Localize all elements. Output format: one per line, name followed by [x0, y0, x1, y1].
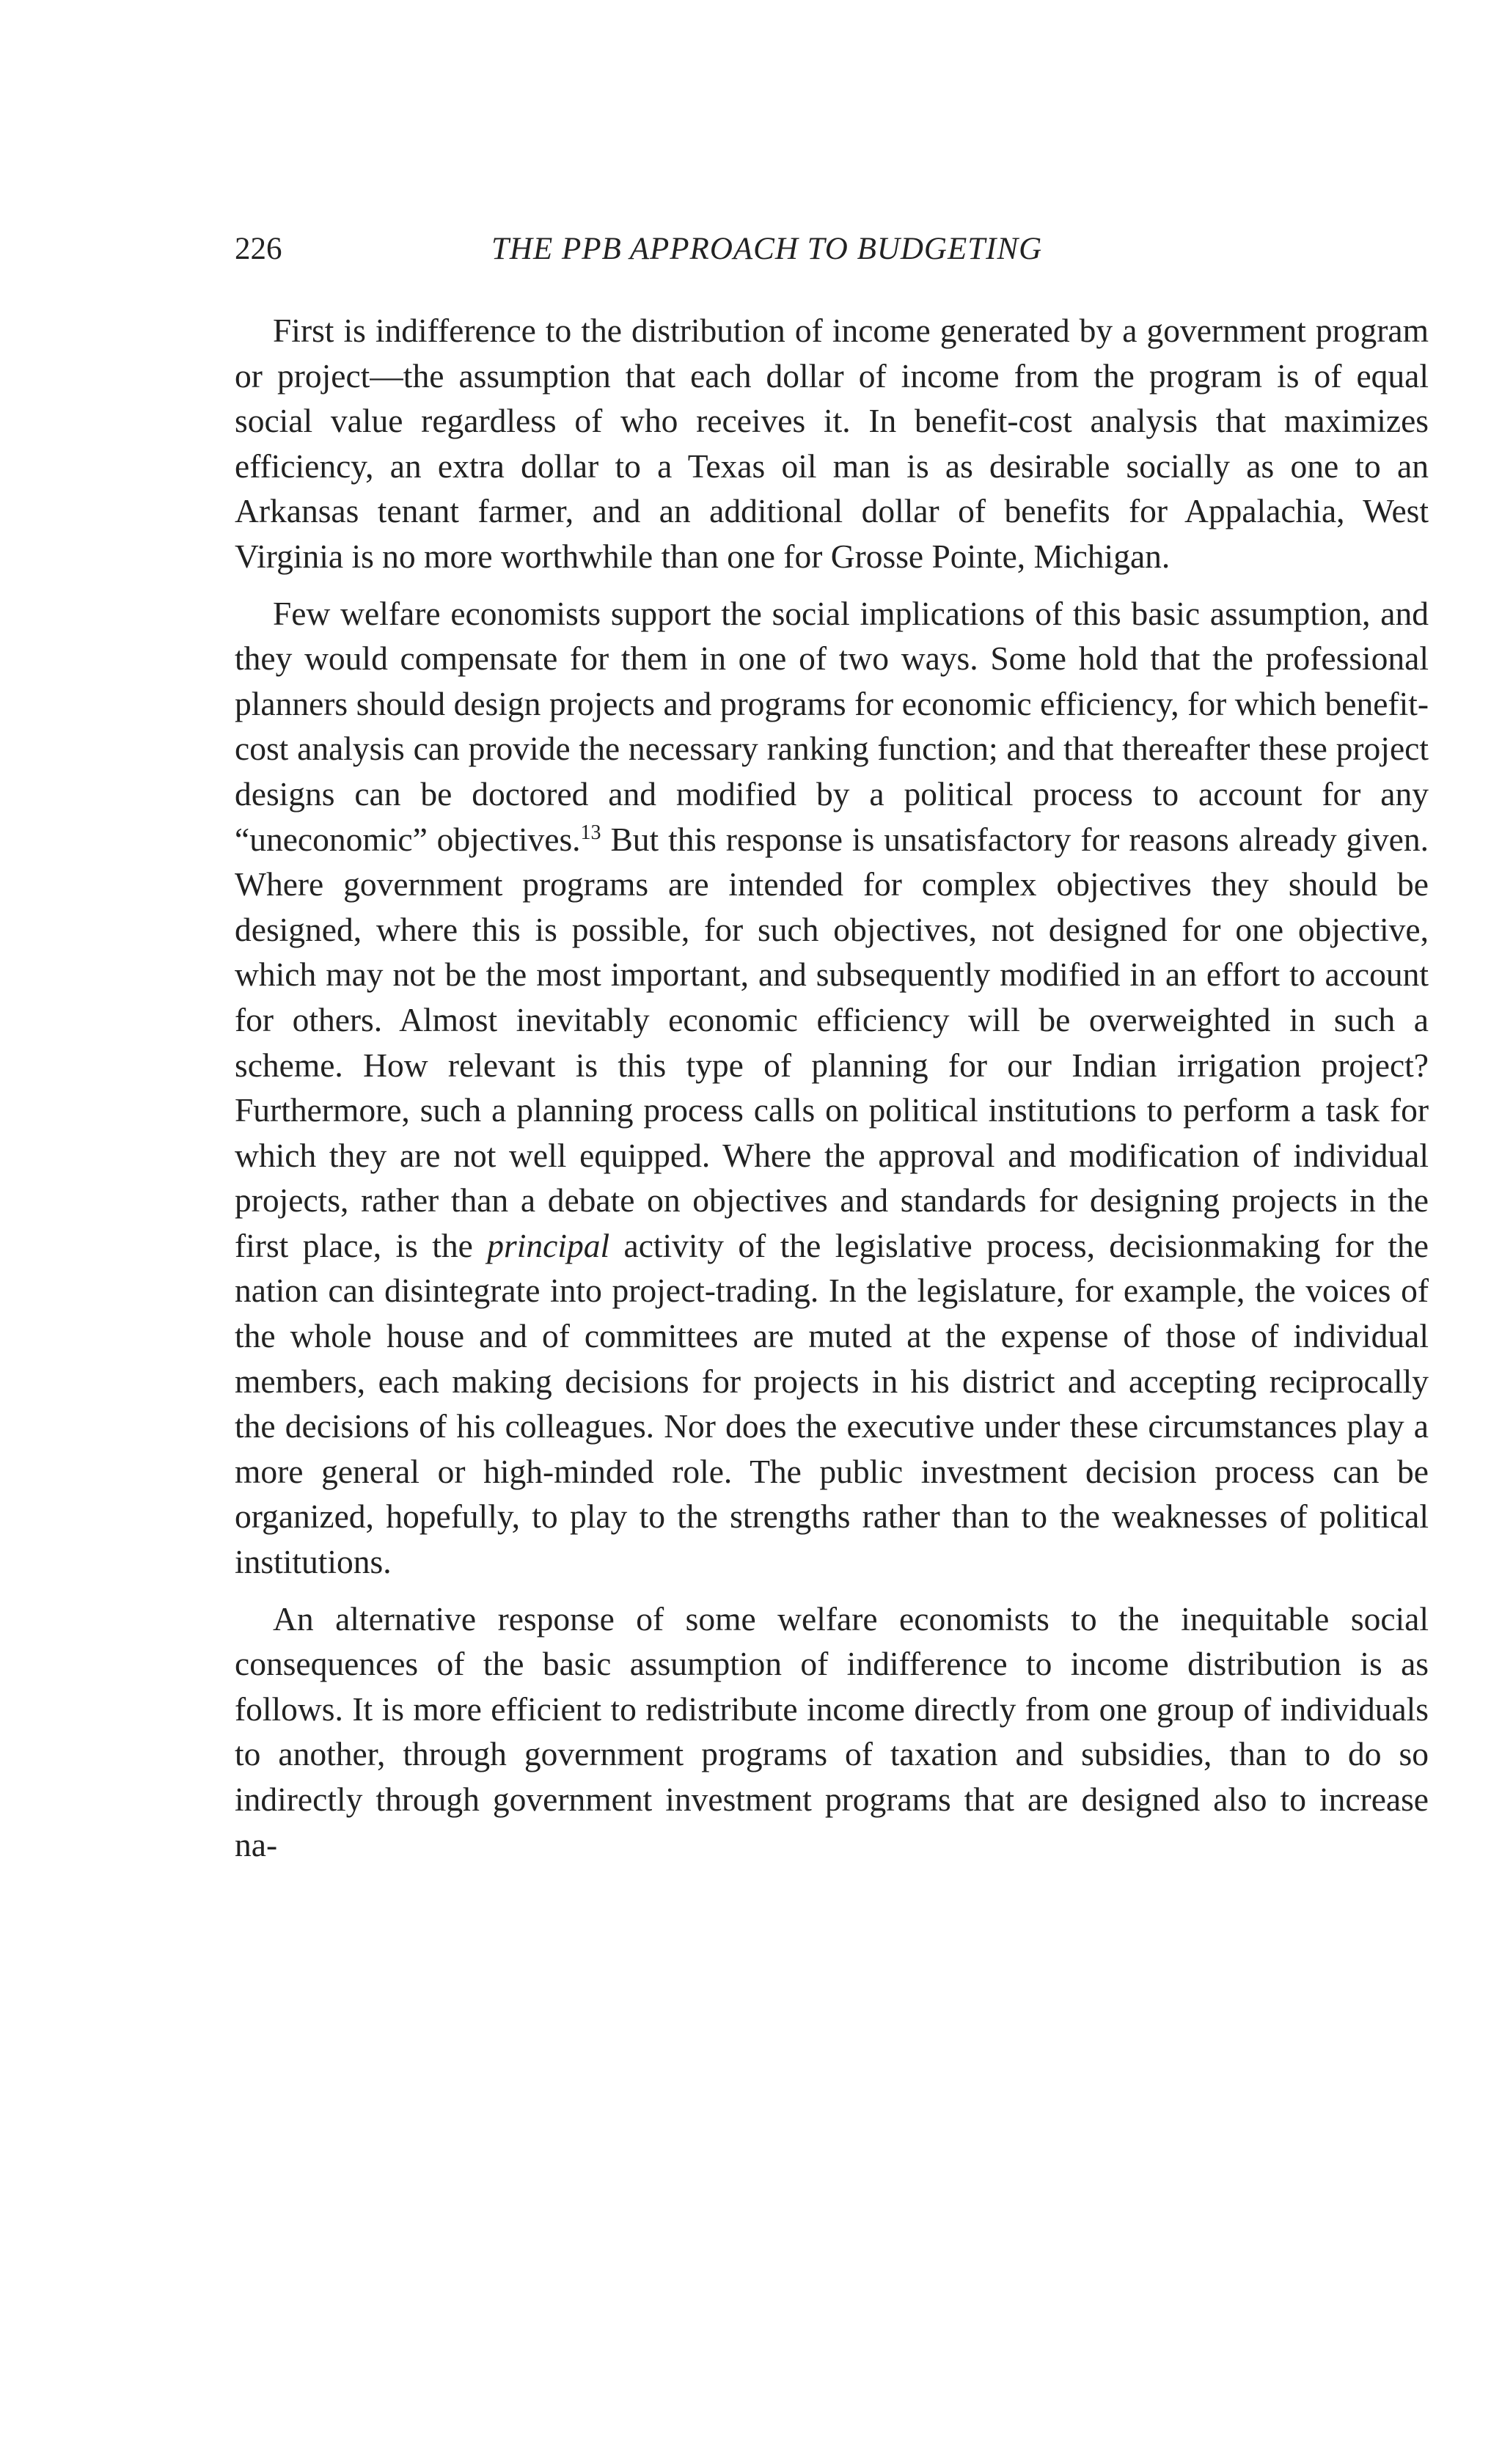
paragraph-2-part-a: Few welfare economists support the social implications of this basic assumption, and they would compensate for them in one of two ways. Some hold that the professional planners should design projects and programs for economic efficiency, for which benefit-cost analysis can provide the necessary ranking function; and that thereafter these project designs can be doctored and modified by a political process to account for any “uneconomic” objectives.	[235, 594, 1429, 858]
paragraph-2-part-b: But this response is unsatisfactory for reasons already given. Where government programs are intended for complex objectives they should be designed, where this is possible, for such objectives, not designed for one objective, which may not be the most important, and subsequently modified in an effort to account for others. Almost inevitably economic efficiency will be overweighted in such a scheme. How relevant is this type of planning for our Indian irrigation project? Furthermore, such a planning process calls on political institutions to perform a task for which they are not well equipped. Where the approval and modification of individual projects, rather than a debate on objectives and standards for designing projects in the first place, is the	[235, 820, 1429, 1264]
paragraph-2	[235, 591, 1429, 1585]
paragraph-2-part-c: activity of the legislative process, decisionmaking for the nation can disintegrate into project-trading. In the legislature, for example, the voices of the whole house and of committees are muted at the expense of those of individual members, each making decisions for projects in his district and accepting reciprocally the decisions of his colleagues. Nor does the executive under these circumstances play a more general or high-minded role. The public investment decision process can be organized, hopefully, to play to the strengths rather than to the weaknesses of political institutions.	[235, 1226, 1429, 1581]
page-number: 226	[235, 232, 282, 266]
footnote-ref-13: 13	[580, 821, 601, 844]
italic-emphasis: principal	[487, 1226, 610, 1264]
page-header	[0, 227, 1502, 271]
paragraph-3: An alternative response of some welfare economists to the inequitable social consequences of the basic assumption of indifference to income distribution is as follows. It is more efficient to redistribute income directly from one group of individuals to another, through government programs of taxation and subsidies, than to do so indirectly through government investment programs that are designed also to increase na-	[235, 1599, 1429, 1863]
running-head: THE PPB APPROACH TO BUDGETING	[491, 232, 1043, 266]
body-text	[235, 308, 1429, 1867]
paragraph-1: First is indifference to the distribution of income generated by a government program or project—the assumption that each dollar of income from the program is of equal social value regardless of who receives it. In benefit-cost analysis that maximizes efficiency, an extra dollar to a Texas oil man is as desirable socially as one to an Arkansas tenant farmer, and an additional dollar of benefits for Appalachia, West Virginia is no more worthwhile than one for Grosse Pointe, Michigan.	[235, 312, 1429, 575]
